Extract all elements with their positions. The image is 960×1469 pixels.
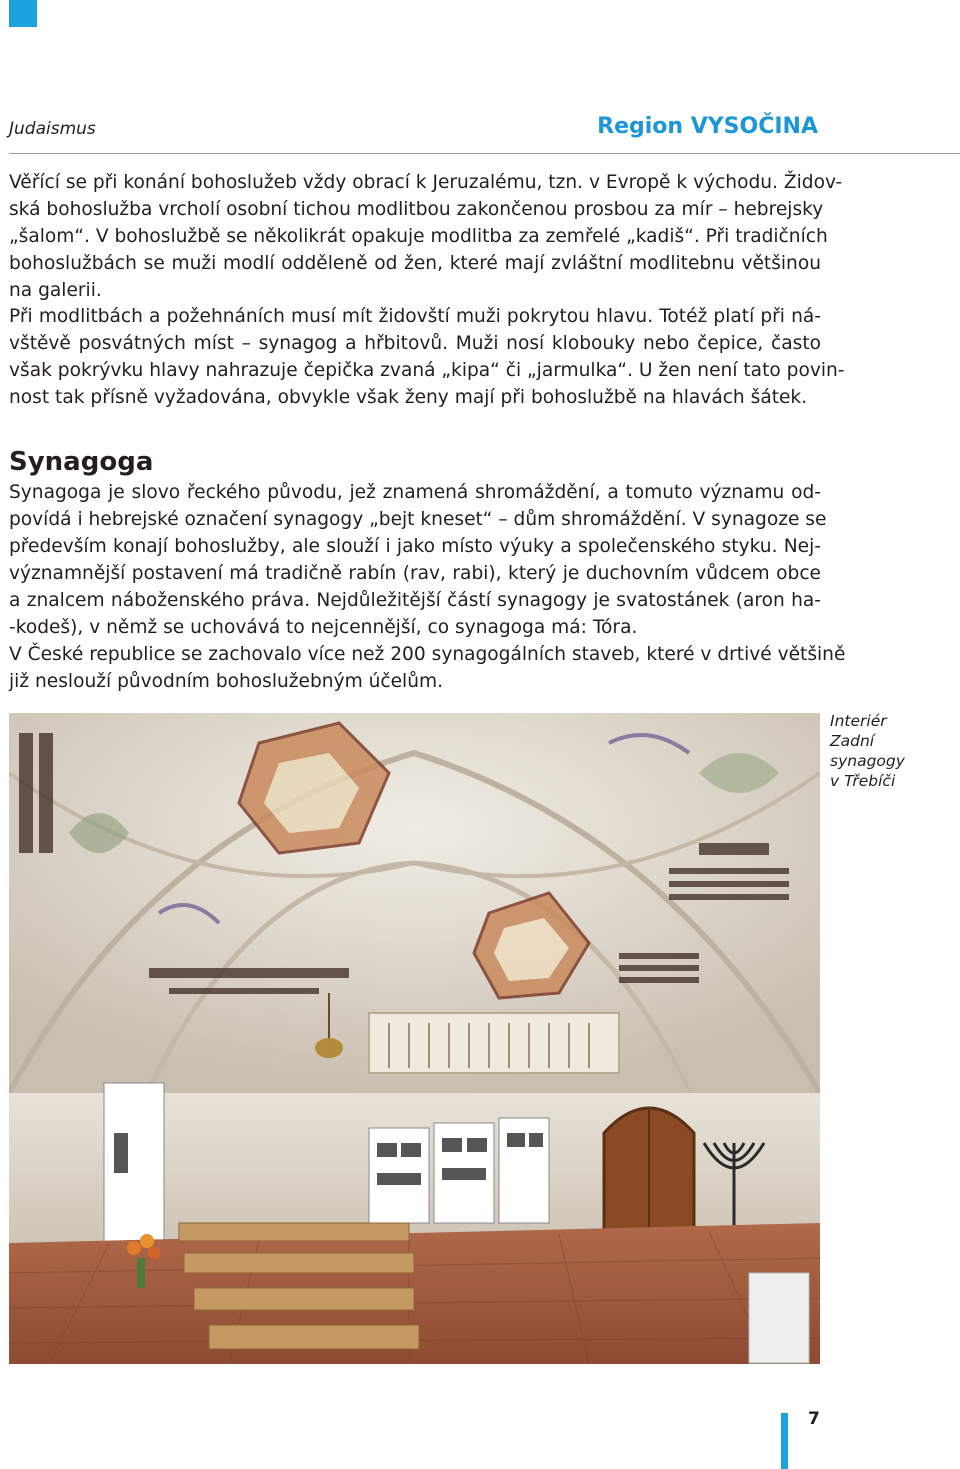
running-header-section: Judaismus [9, 119, 96, 139]
corner-accent-square [9, 0, 37, 27]
page-number: 7 [808, 1409, 820, 1429]
section-heading-synagoga: Synagoga [9, 447, 154, 477]
paragraph-line: „šalom“. V bohoslužbě se několikrát opakuje modlitba za zemřelé „kadiš“. Při tradičních [9, 226, 828, 247]
paragraph-head-covering [9, 303, 845, 411]
header-divider [9, 153, 960, 154]
paragraph-line: nost tak přísně vyžadována, obvykle však ženy mají při bohoslužbě na hlavách šátek. [9, 387, 808, 408]
synagogue-interior-photo [9, 713, 820, 1364]
caption-line: v Třebíči [830, 772, 896, 790]
paragraph-line: ská bohoslužba vrcholí osobní tichou modlitbou zakončenou prosbou za mír – hebrejsky [9, 199, 824, 220]
paragraph-synagogue-meaning [9, 479, 827, 641]
paragraph-line: především konají bohoslužby, ale slouží i jako místo výuky a společenského styku. Nej- [9, 536, 821, 557]
caption-line: Zadní [830, 732, 875, 750]
paragraph-line: V České republice se zachovalo více než 200 synagogálních staveb, které v drtivé většině [9, 644, 846, 665]
paragraph-line: povídá i hebrejské označení synagogy „bejt kneset“ – dům shromáždění. V synagoze se [9, 509, 827, 530]
caption-line: Interiér [830, 712, 887, 730]
paragraph-line: vštěvě posvátných míst – synagog a hřbitovů. Muži nosí klobouky nebo čepice, často [9, 333, 821, 354]
paragraph-line: bohoslužbách se muži modlí odděleně od žen, které mají zvláštní modlitebnu většinou [9, 253, 821, 274]
paragraph-line: -kodeš), v němž se uchovává to nejcennější, co synagoga má: Tóra. [9, 617, 638, 638]
paragraph-prayer-direction [9, 169, 843, 304]
paragraph-czech-synagogues [9, 641, 846, 695]
photo-caption [830, 711, 950, 791]
paragraph-line: na galerii. [9, 280, 102, 301]
paragraph-line: již neslouží původním bohoslužebným účelům. [9, 671, 444, 692]
paragraph-line: a znalcem náboženského práva. Nejdůležitější částí synagogy je svatostánek (aron ha- [9, 590, 821, 611]
running-header-region: Region VYSOČINA [597, 114, 818, 139]
paragraph-line: významnější postavení má tradičně rabín (rav, rabi), který je duchovním vůdcem obce [9, 563, 821, 584]
caption-line: synagogy [830, 752, 905, 770]
paragraph-line: Věřící se při konání bohoslužeb vždy obrací k Jeruzalému, tzn. v Evropě k východu. Židov- [9, 172, 843, 193]
paragraph-line: však pokrývku hlavy nahrazuje čepička zvaná „kipa“ či „jarmulka“. U žen není tato povin- [9, 360, 845, 381]
paragraph-line: Při modlitbách a požehnáních musí mít židovští muži pokrytou hlavu. Totéž platí při ná- [9, 306, 821, 327]
page-number-bar [781, 1413, 788, 1469]
paragraph-line: Synagoga je slovo řeckého původu, jež znamená shromáždění, a tomuto významu od- [9, 482, 821, 503]
